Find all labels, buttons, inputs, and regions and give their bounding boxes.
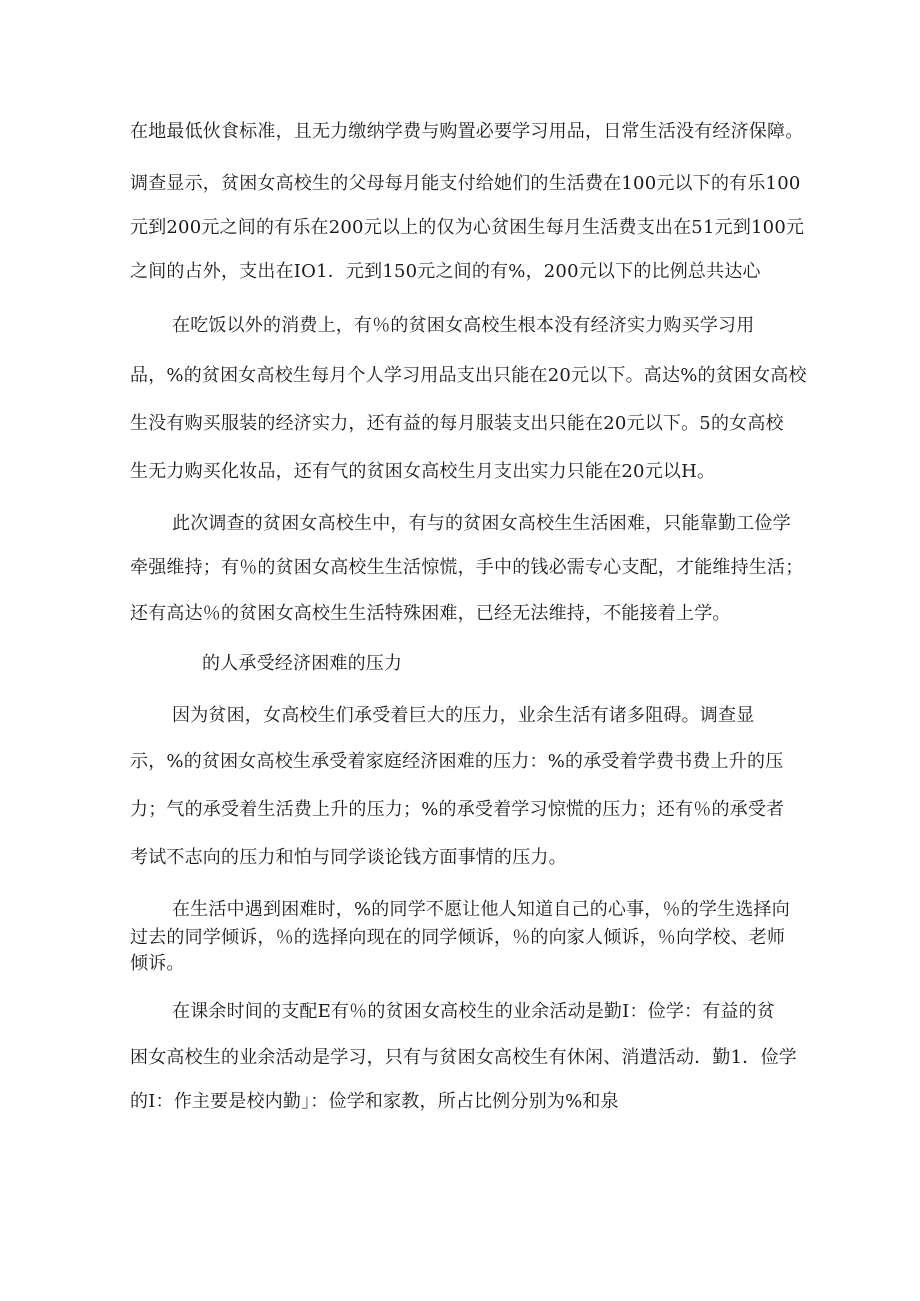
text-line: 牵强维持；有％的贫困女高校生生活惊慌，手中的钱必需专心支配，才能维持生活； <box>130 557 804 578</box>
text-line: 力；气的承受着生活费上升的压力；%的承受着学习惊慌的压力；还有％的承受者 <box>130 799 785 820</box>
text-line: 的I：作主要是校内勤」：俭学和家教，所占比例分别为%和泉 <box>130 1091 619 1112</box>
text-line: 生无力购买化妆品，还有气的贫困女高校生月支出实力只能在20元以H。 <box>130 461 716 482</box>
text-line: 在地最低伙食标准，且无力缴纳学费与购置必要学习用品，日常生活没有经济保障。 <box>130 121 804 142</box>
text-line: 倾诉。 <box>130 953 185 974</box>
text-line: 调查显示，贫困女高校生的父母每月能支付给她们的生活费在100元以下的有乐100 <box>130 173 801 194</box>
section-heading: 的人承受经济困难的压力 <box>202 653 403 674</box>
text-line: 还有高达％的贫困女高校生生活特殊困难，已经无法维持，不能接着上学。 <box>130 603 731 624</box>
text-line: 在课余时间的支配E有％的贫困女高校生的业余活动是勤I：俭学：有益的贫 <box>172 1001 776 1022</box>
text-line: 此次调查的贫困女高校生中，有与的贫困女高校生生活困难，只能靠勤工俭学 <box>172 513 791 534</box>
text-line: 在吃饭以外的消费上，有％的贫困女高校生根本没有经济实力购买学习用 <box>172 315 755 336</box>
text-line: 困女高校生的业余活动是学习，只有与贫困女高校生有休闲、消遣活动．勤1．俭学 <box>130 1047 797 1068</box>
text-line: 过去的同学倾诉，％的选择向现在的同学倾诉，％的向家人倾诉，％向学校、老师 <box>130 927 786 948</box>
text-line: 因为贫困，女高校生们承受着巨大的压力，业余生活有诸多阻碍。调查显 <box>172 705 755 726</box>
text-line: 之间的占外，支出在IO1．元到150元之间的有%，200元以下的比例总共达心 <box>130 261 761 282</box>
text-line: 品，%的贫困女高校生每月个人学习用品支出只能在20元以下。高达%的贫困女高校 <box>130 365 807 386</box>
text-line: 元到200元之间的有乐在200元以上的仅为心贫困生每月生活费支出在51元到100元 <box>130 217 805 238</box>
text-line: 在生活中遇到困难时，%的同学不愿让他人知道自己的心事，％的学生选择向 <box>172 899 790 920</box>
text-line: 生没有购买服装的经济实力，还有益的每月服装支出只能在20元以下。5的女高校 <box>130 413 784 434</box>
text-line: 示，%的贫困女高校生承受着家庭经济困难的压力：%的承受着学费书费上升的压 <box>130 751 784 772</box>
text-line: 考试不志向的压力和怕与同学谈论钱方面事情的压力。 <box>130 847 567 868</box>
